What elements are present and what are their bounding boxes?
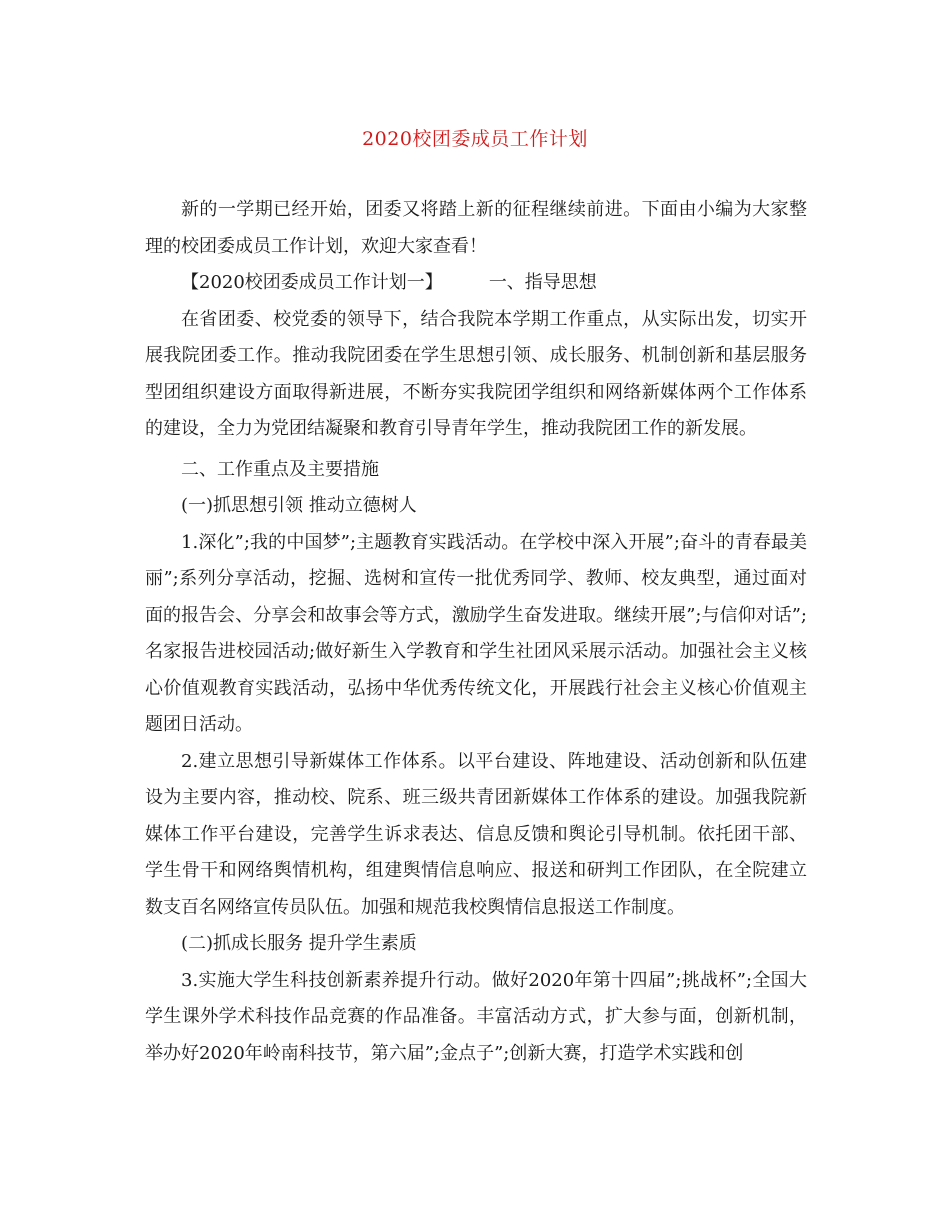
subsection-two-heading: (二)抓成长服务 提升学生素质 bbox=[181, 933, 417, 954]
item-1-paragraph: 1.深化”;我的中国梦”;主题教育实践活动。在学校中深入开展”;奋斗的青春最美丽”;系列分享活动，挖掘、选树和宣传一批优秀同学、教师、校友典型，通过面对面的报告会、分享会和故事会等方式，激励学生奋发进取。继续开展”;与信仰对话”;名家报告进校园活动;做好新生入学教育和学生社团风采展示活动。加强社会主义核心价值观教育实践活动，弘扬中华优秀传统文化，开展践行社会主义核心价值观主题团日活动。 bbox=[145, 531, 807, 735]
intro-paragraph: 新的一学期已经开始，团委又将踏上新的征程继续前进。下面由小编为大家整理的校团委成员工作计划，欢迎大家查看！ bbox=[145, 199, 807, 257]
subsection-one-heading: (一)抓思想引领 推动立德树人 bbox=[181, 495, 417, 516]
item-2-paragraph: 2.建立思想引导新媒体工作体系。以平台建设、阵地建设、活动创新和队伍建设为主要内容，推动校、院系、班三级共青团新媒体工作体系的建设。加强我院新媒体工作平台建设，完善学生诉求表达、信息反馈和舆论引导机制。依托团干部、学生骨干和网络舆情机构，组建舆情信息响应、报送和研判工作团队，在全院建立数支百名网络宣传员队伍。加强和规范我校舆情信息报送工作制度。 bbox=[145, 750, 807, 918]
plan-label: 【2020校团委成员工作计划一】 bbox=[181, 272, 443, 293]
document-body bbox=[145, 192, 807, 1072]
plan-heading-line bbox=[145, 265, 807, 302]
item-3-paragraph: 3.实施大学生科技创新素养提升行动。做好2020年第十四届”;挑战杯”;全国大学生课外学术科技作品竞赛的作品准备。丰富活动方式，扩大参与面，创新机制，举办好2020年岭南科技节，第六届”;金点子”;创新大赛，打造学术实践和创 bbox=[145, 969, 807, 1064]
guiding-paragraph: 在省团委、校党委的领导下，结合我院本学期工作重点，从实际出发，切实开展我院团委工作。推动我院团委在学生思想引领、成长服务、机制创新和基层服务型团组织建设方面取得新进展，不断夯实我院团学组织和网络新媒体两个工作体系的建设，全力为党团结凝聚和教育引导青年学生，推动我院团工作的新发展。 bbox=[145, 308, 807, 439]
section-two-heading: 二、工作重点及主要措施 bbox=[181, 458, 379, 480]
document-title: 2020校团委成员工作计划 bbox=[362, 128, 588, 150]
section-one-heading: 一、指导思想 bbox=[488, 272, 597, 293]
